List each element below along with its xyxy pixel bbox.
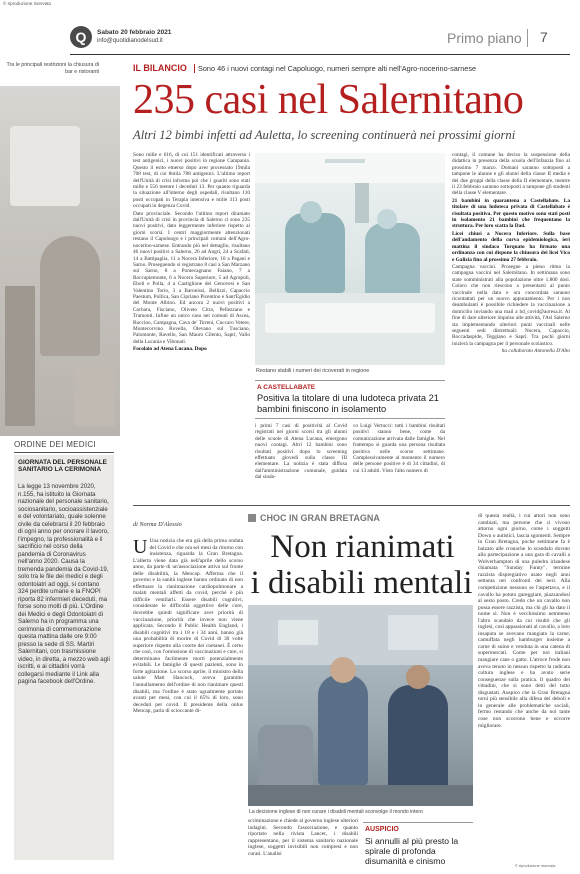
disabled-care-photo [248,605,473,806]
main-column-4 [452,152,570,497]
sidebar-photo-caption: Tra le principali restrizioni la chiusura di bar e ristoranti [6,62,99,75]
header-divider [527,29,528,47]
bottom-col1-text: Una notizia che era già della prima ondata del Covid e che ora sei mesi da ritorno con insistenza, riguarda la Gran Bretagna. L'allerta viene data già nell'aprile dello scorso anno, da parte di un'associazione attiva sul fronte delle disabilità, la Mencap. Afferma che il governo e la sanità inglese hanno ordinato di non effettuare la rianimazione cardiopolmonare a malati mentali affetti da covid, perché è più difficile ventilarli. Essere disabili cognitivi, considerate le difficoltà oggettive delle cure, dovrebbe quindi significare aver priorità di vaccinazione, priorità che invece non viene applicata. Secondo il Public Health England, i disabili cognitivi tra i 18 e i 34 anni, hanno già una probabilità di morire di Covid di 30 volte superiore rispetto alla coorte dei coetanei. È certo che così, con l'omissione di vaccinazioni e cure, si determinano facilmente morti potenzialmente evitabili. Le famiglie di questi pazienti, sono in forte agitazione. Lo scorso aprile, il ministro della salute Matt Hancock, aveva garantito l'annullamento dell'ordine di non rianimare questi disabili, ma l'ordine è stato ugualmente portato avanti per mesi, con cui il 65% di loro, sono deceduti per covid. Il presidente della onlus Mencap, parla di scioccante di- [133,538,243,715]
main-col4-para-4: Campagna vaccini. Prosegue a pieno ritmo la campagna vaccini nel Salernitano. In settimana sono state somministrati alla popolazione oltre 1.800 dosi. Coloro che non riescono a presentarsi al punto vaccinale nella data e ora concordata saranno ricontattati per un nuovo appuntamento. Per i non deambulanti è possibile richiedere la vaccinazione a domicilio inviando una mail a hd_covid@aoresa.it. Al fine di dare ulteriore impulso alle attività, l'Asl Salerno sta implementando ulteriori punti vaccinali nelle seguenti sedi distrettuali: Nocera, Capaccio, Roccadaspide, Teggiano e Sapri. Tra pochi giorni inizierà la campagna per il personale scolastico. [452,263,570,347]
contact-email[interactable]: info@quotidianodelsud.it [97,38,163,44]
ordine-body: La legge 13 novembre 2020, n.155, ha istituito la Giornata nazionale del personale sanitario, sociosanitario, socioassistenziale e del volontariato, quale solenne civile da celebrarsi il 20 febbraio di ogni anno per onorare il lavoro, l'impegno, la professionalità e il sacrificio nel corso della pandemia di Coronavirus nell'anno 2020. Causa la tremenda pandemia da Covid-19, solo tra le file dei medici e degli odontoiatri ad oggi, si contano 324 perdite umane e la FNOPI riporta 82 infermieri deceduti, ma forse sono molti di più. L'Ordine dei Medici e degli Odontoiatri di Salerno ha in programma una cerimonia di commemorazione questa mattina dalle ore 9:00 presso la sede di SS. Martiri Salernitani, con trasmissione video, in diretta, a mezzo web agli iscritti, e ai cittadini vorrà collegarsi mediante il Link alla pagina facebook dell'Ordine. [18,483,110,685]
main-col1-para-3: Focolaio ad Atena Lucana. Dopo [133,346,207,353]
article-divider [133,505,570,506]
main-kicker: IL BILANCIO [133,63,187,73]
ordine-title: ORDINE DEI MEDICI [14,440,96,449]
hospital-photo [255,153,445,365]
logo-icon [70,26,92,48]
main-col1-para-1: Sono mille e 616, di cui 151 identificati attraverso i test antigenici, i nuovi positivi in regione Campania. Questo il esito emerso dopo aver processato 19mila 708 test, di cui 8mila 788 antigenici. L'ultimo report dell'Unità di crisi informa poi che i guariti sono stati mille e 556 mentre i deceduti 13. Per quanto riguarda la situazione all'interno degli ospedali, risultano 110 posti occupati in Terapia intensiva e mille 313 posti occupati in degenza Covid. [133,152,250,210]
ordine-box [14,455,114,860]
main-kicker-text: Sono 46 i nuovi contagi nel Capoluogo, numeri sempre alti nell'Agro-nocerino-sarnese [198,64,477,73]
main-col1-para-2: Dato provinciale. Secondo l'ultimo report diramato dall'Unità di crisi in provincia di Salerno ci sono 235 nuovi positivi, dato leggermente inferiore rispetto ai giorni scorsi. I centri maggiormente attenzionati restano il Capoluogo e i principali comuni dell'Agro-nocerino-sarnese. Entrando più nel dettaglio, risultano 46 nuovi positivi a Salerno, 26 ad Angri, 24 a Scafati, 14 a Battipaglia, 11 a Nocera Inferiore, 10 a Pagani e Sarno. Proseguendo si registrano 8 casi a San Marzano sul Sarno, 8 a Pontecagnano Faiano, 7 a Roccapiemonte, 6 a Nocera Superiore, 5 ad Agropoli, Eboli e Polla, 4 a Castiglione dei Genovesi e San Valentino Torio, 3 a Baronissi, Bellizzi, Capaccio Paestum, Pollica, San Cipriano Picentino e Sant'Egidio del Monte Albino. Ed ancora 2 nuovi positivi a Corbara, Fisciano, Oliveto Citra, Pellezzano e Tramonti. Infine un unico caso nei comuni di Ascea, Buccino, Campagna, Cava de' Tirreni, Cuccaro Vetere, Montecorvino Rovella, Olevano sul Tusciano, Palomonte, Ravello, San Mauro Cilento, Sapri, Vallo della Lucania e Vibonati. [133,210,250,345]
main-column-2: i primi 7 casi di positività al Covid registrati nei giorni scorsi tra gli alunni delle scuole di Atena Lucana, emergono nuovi contagi. Altri 12 bambini sono risultati positivi dopo lo screening effettuato giovedì sulla classe III elementare. La notizia è stata diffusa dall'amministrazione comunale, guidata dal sinda- [255,423,347,481]
bottom-column-1 [133,538,243,868]
copyright-notice: © riproduzione riservata [3,1,51,6]
sub-article-rule [255,380,445,381]
aside-text: Si annulli al più presto la spirale di profonda disumanità e cinismo [365,836,459,866]
main-column-3: co Luigi Vertucci: tutti i bambini risultati positivi stanno bene, come da comunicazione arrivata dalle famiglie. Nel frattempo si guarda una persona risultata positiva nelle scorse settimane. Complessivamente al momento il numero delle persone positive è di 34 cittadini, di cui 13 adulti. Visto l'alto numero di [353,423,445,474]
drop-cap: U [133,538,148,558]
issue-date: Sabato 20 febbraio 2021 [97,29,172,36]
main-col4-credit: ha collaborato Antonella D'Alto [501,348,570,355]
sidebar-photo [0,86,120,436]
main-col4-para-2: 21 bambini in quarantena a Castellabate. La titolare di una ludoteca privata di Castellabate è risultata positiva. Per questo motivo sono stati posti in isolamento 21 bambini che frequentano la struttura. Per loro scatta la Dad. [452,197,570,230]
kicker-divider [194,64,195,73]
bottom-headline-line-2: i disabili mentali [250,565,473,601]
bottom-headline-line-1: Non rianimati [270,529,455,565]
ordine-subhead: GIORNATA DEL PERSONALE SANITARIO LA CERIMONIA [18,459,107,474]
main-col4-para-3: Licei chiusi a Nocera Inferiore. Sulla base dell'andamento della curva epidemiologica, ieri mattina il sindaco Torquato ha firmato una ordinanza con cui dispone la chiusura dei licei Vico e Galizia fino al prossimo 27 febbraio. [452,230,570,263]
sub-article-rule-bottom [255,418,445,419]
page-number: 7 [540,29,548,45]
bottom-byline: di Norma D'Alessio [133,521,182,528]
aside-rule [363,822,473,823]
section-name: Primo piano [447,30,522,46]
bottom-column-2: scriminazione e chiede al governo inglese ulteriori indagini. Secondo l'associazione, e quanto riportato nella rivista Lancet, i disabili rappresentano, per il sistema sanitario nazionale inglese, soggetti invisibili non compresi e non curati. L'analisi [248,818,358,857]
logo-letter: Q [75,29,87,45]
main-col4-para-1: contagi, il comune ha deciso la sospensione della didattica in presenza della scuola dell'Infanzia fino al prossimo 7 marzo. Domani saranno sottoposti a tampone le alunne e gli alunni della classe II media e dei due gruppi della classe della II elementare, mentre il 23 febbraio saranno sottoposti a tampone gli studenti della classe V elementare. [452,152,570,197]
sub-kicker: A CASTELLABATE [257,384,316,391]
sub-headline: Positiva la titolare di una ludoteca privata 21 bambini finiscono in isolamento [257,393,439,414]
main-headline: 235 casi nel Salernitano [133,77,524,123]
bottom-kicker: CHOC IN GRAN BRETAGNA [260,513,380,523]
disabled-photo-caption: La decisione inglese di non curare i disabili mentali sconvolge il mondo intero [249,809,423,815]
reproduction-notice: © riproduzione riservata [515,864,556,868]
hospital-photo-caption: Restano stabili i numeri dei ricoverati in regione [256,368,370,374]
kicker-square-icon [248,514,256,522]
bottom-column-3: di questa realtà, i cui attori non sono cambiati, ma persone che ci vivono attorno ogni giorno, come i soggetti Down o autistici, lascia sgomenti. Sempre in Gran Bretagna, poche settimane fa è balzato alle cronache lo scandalo dovuto alla partecipazione a una gara di cavalli a Wolverhampton di una puledra irlandese chiamata "Sunday Funny", termine razzista dispregiativo usato negli anni settanta nei confronti dei neri. Alla competizione nessuno se l'aspettava, e il cavallo ha potuto gareggiare, piazzandosi al sesto posto. Credo che un cavallo non possa essere razzista, ma chi gli ha dato il nome sì. Non è vecchissimo nemmeno l'altro scandalo da cui risultò che gli inglesi, così appassionati al cavallo, a loro insaputa se avevano mangiato la carne, camuffata negli hamburger insieme a carne di suino e venduta in una catena di supermercati. Come per noi italiani mangiare cane o gatto. L'atroce frode non aveva tenuto in nessun rispetto la radicata cultura inglese e ha avuto serie conseguenze sulla pratica. Il quadro dei cittadini, che si sono detti del tutto disgustati. Auspico che la Gran Bretagna torni più sensibile alla difesa dei deboli e in generale alle problematiche sociali, fermo restando che anche da noi tante cose non scorrono bene e occorre migliorare. [478,513,570,729]
aside-kicker: AUSPICIO [365,826,399,833]
main-column-1 [133,152,250,497]
main-subhead: Altri 12 bimbi infetti ad Auletta, lo screening continuerà nei prossimi giorni [133,128,516,142]
header-rule [70,54,570,55]
ordine-rule [14,452,114,453]
